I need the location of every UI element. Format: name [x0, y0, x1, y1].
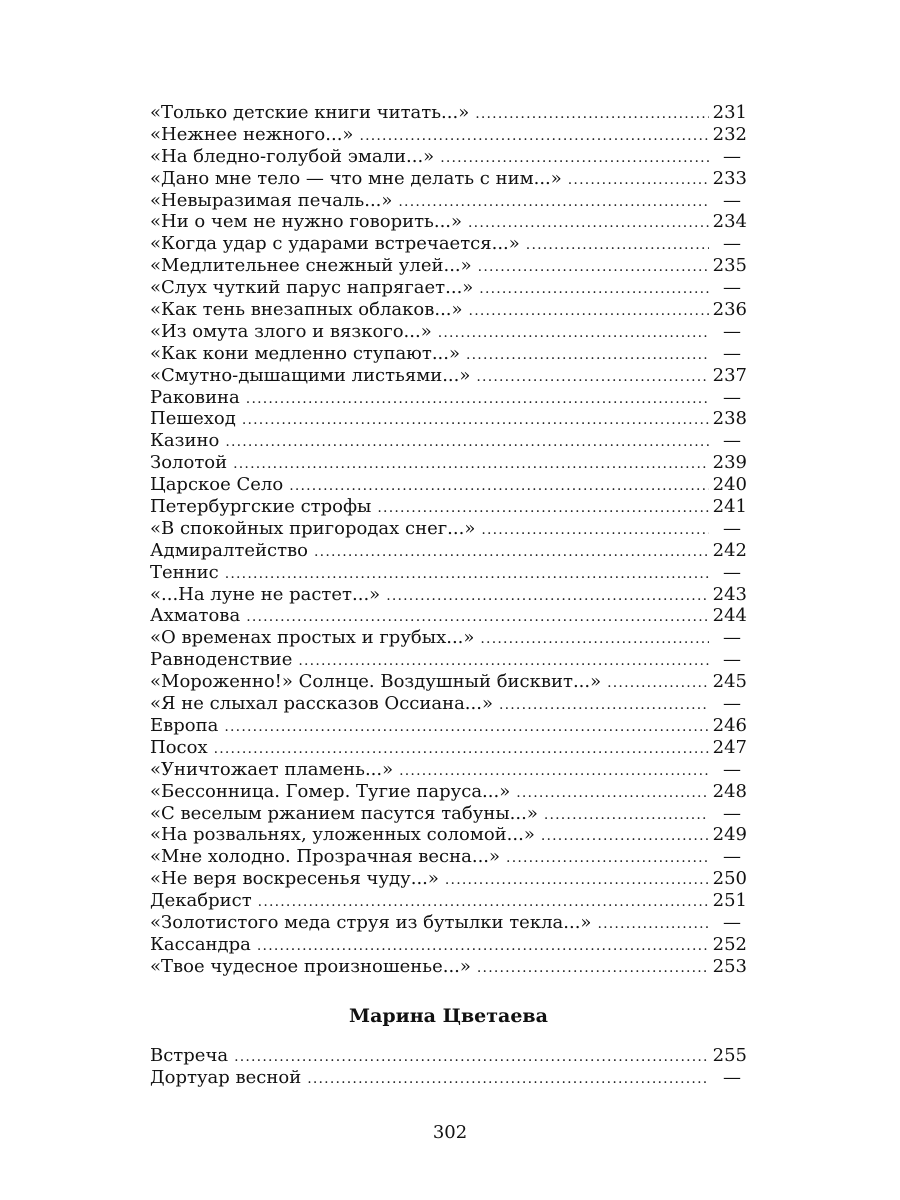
- toc-entry-title: «Из омута злого и вязкого...»: [150, 320, 432, 342]
- toc-entry: [150, 737, 747, 759]
- dot-leader: [477, 958, 709, 980]
- toc-entry: [150, 168, 747, 190]
- dot-leader: [359, 126, 708, 148]
- toc-entry-page: —: [723, 386, 741, 408]
- toc-entry: [150, 190, 747, 212]
- toc-entry-page: —: [723, 1066, 741, 1088]
- dot-leader: [440, 148, 709, 170]
- toc-entry-page: —: [723, 627, 741, 649]
- toc-entry: [150, 102, 747, 124]
- toc-entry: [150, 365, 747, 387]
- toc-entry-title: «Золотистого меда струя из бутылки текла...»: [150, 911, 592, 933]
- dot-leader: [399, 761, 709, 783]
- dot-leader: [438, 323, 709, 345]
- dot-leader: [258, 892, 709, 914]
- toc-entry-title: Встреча: [150, 1045, 229, 1066]
- toc-entry-page: 255: [712, 1045, 747, 1066]
- toc-entry-title: «Мороженно!» Солнце. Воздушный бисквит...»: [150, 671, 602, 693]
- toc-entry: [150, 803, 747, 825]
- toc-entry-title: «Твое чудесное произношенье...»: [150, 955, 471, 977]
- toc-entry: [150, 1045, 747, 1067]
- toc-entry-title: Декабрист: [150, 890, 252, 912]
- toc-entry-page: 235: [712, 255, 747, 277]
- toc-entry-page: 250: [712, 868, 747, 890]
- dot-leader: [526, 235, 709, 257]
- toc-entry-title: «Дано мне тело — что мне делать с ним...»: [150, 167, 562, 189]
- toc-entry-page: —: [723, 430, 741, 452]
- toc-entry-page: 244: [712, 605, 747, 627]
- toc-entry-title: Царское Село: [150, 474, 284, 496]
- dot-leader: [307, 1069, 709, 1091]
- toc-entry: [150, 627, 747, 649]
- toc-entry: [150, 496, 747, 518]
- dot-leader: [506, 848, 709, 870]
- toc-entry-page: —: [723, 189, 741, 211]
- dot-leader: [466, 345, 709, 367]
- toc-entry-title: «Только детские книги читать...»: [150, 102, 470, 123]
- toc-entry: [150, 671, 747, 693]
- toc-entry-title: «Как тень внезапных облаков...»: [150, 299, 463, 321]
- dot-leader: [607, 673, 709, 695]
- toc-entry-page: 242: [712, 539, 747, 561]
- toc-entry-title: Европа: [150, 714, 219, 736]
- page-number: 302: [432, 1122, 468, 1143]
- toc-entry-page: 232: [712, 123, 747, 145]
- dot-leader: [257, 936, 709, 958]
- toc-entry-title: «На бледно-голубой эмали...»: [150, 145, 435, 167]
- toc-entry: [150, 255, 747, 277]
- toc-entry-page: 241: [712, 496, 747, 518]
- dot-leader: [246, 607, 708, 629]
- toc-entry-page: 252: [712, 933, 747, 955]
- toc-entry-page: —: [723, 802, 741, 824]
- dot-leader: [289, 476, 708, 498]
- dot-leader: [480, 629, 709, 651]
- toc-entry-title: Равноденствие: [150, 649, 293, 671]
- toc-entry-page: —: [723, 649, 741, 671]
- toc-entry-title: Петербургские строфы: [150, 496, 372, 518]
- toc-entry-title: «В спокойных пригородах снег...»: [150, 517, 476, 539]
- toc-entry-page: 234: [712, 211, 747, 233]
- dot-leader: [214, 739, 709, 761]
- toc-entry-title: «Мне холодно. Прозрачная весна...»: [150, 846, 501, 868]
- dot-leader: [479, 279, 709, 301]
- toc-entry-page: —: [723, 277, 741, 299]
- dot-leader: [476, 367, 708, 389]
- toc-entry: [150, 430, 747, 452]
- toc-entry: [150, 584, 747, 606]
- toc-entry-page: 248: [712, 780, 747, 802]
- dot-leader: [298, 651, 709, 673]
- toc-entry-title: «Я не слыхал рассказов Оссиана...»: [150, 693, 493, 715]
- toc-entry-title: Ахматова: [150, 605, 241, 627]
- toc-entry: [150, 124, 747, 146]
- section-heading: Марина Цветаева: [349, 1005, 548, 1027]
- toc-entry: [150, 868, 747, 890]
- dot-leader: [233, 454, 709, 476]
- dot-leader: [386, 586, 708, 608]
- toc-entry-page: 233: [712, 167, 747, 189]
- toc-entry: [150, 890, 747, 912]
- toc-entry: [150, 562, 747, 584]
- toc-entry-title: «Не веря воскресенья чуду...»: [150, 868, 439, 890]
- dot-leader: [478, 257, 709, 279]
- toc-entry: [150, 956, 747, 978]
- dot-leader: [225, 432, 709, 454]
- toc-entry: [150, 759, 747, 781]
- dot-leader: [377, 498, 708, 520]
- toc-entry-title: «...На луне не растет...»: [150, 583, 381, 605]
- toc-entry-title: «О временах простых и грубых...»: [150, 627, 475, 649]
- toc-entry-page: 249: [712, 824, 747, 846]
- toc-entry: [150, 211, 747, 233]
- toc-entry-title: Раковина: [150, 386, 240, 408]
- dot-leader: [568, 170, 709, 192]
- toc-entry-title: «На розвальнях, уложенных соломой...»: [150, 824, 535, 846]
- toc-entry-title: «Бессонница. Гомер. Тугие паруса...»: [150, 780, 511, 802]
- dot-leader: [398, 192, 709, 214]
- toc-entry-title: «Когда удар с ударами встречается...»: [150, 233, 520, 255]
- dot-leader: [544, 805, 709, 827]
- toc-entry: [150, 846, 747, 868]
- toc-entry: [150, 715, 747, 737]
- dot-leader: [597, 914, 709, 936]
- toc-entry: [150, 781, 747, 803]
- toc-entry-page: —: [723, 561, 741, 583]
- toc-entry: [150, 233, 747, 255]
- dot-leader: [475, 104, 708, 126]
- toc-entry-title: «Как кони медленно ступают...»: [150, 342, 460, 364]
- dot-leader: [499, 695, 709, 717]
- dot-leader: [516, 783, 708, 805]
- toc-entry-page: —: [723, 693, 741, 715]
- toc-entry-title: «Слух чуткий парус напрягает...»: [150, 277, 474, 299]
- toc-entry-page: 246: [712, 714, 747, 736]
- toc-entry: [150, 605, 747, 627]
- toc-entry-page: 238: [712, 408, 747, 430]
- toc-entry: [150, 321, 747, 343]
- toc-entry-page: 231: [712, 102, 747, 123]
- toc-entry-title: Дортуар весной: [150, 1066, 302, 1088]
- dot-leader: [445, 870, 709, 892]
- toc-entry-title: Посох: [150, 736, 208, 758]
- toc-entry-page: 236: [712, 299, 747, 321]
- toc-entry: [150, 474, 747, 496]
- toc-entry-title: «Уничтожает пламень...»: [150, 758, 394, 780]
- toc-entry: [150, 277, 747, 299]
- toc-entry: [150, 912, 747, 934]
- toc-entry: [150, 540, 747, 562]
- dot-leader: [468, 213, 709, 235]
- toc-entry-page: 239: [712, 452, 747, 474]
- toc-entry-page: —: [723, 758, 741, 780]
- toc-entry: [150, 934, 747, 956]
- toc-entry: [150, 387, 747, 409]
- toc-entry: [150, 343, 747, 365]
- toc-entry: [150, 693, 747, 715]
- toc-entry-page: 237: [712, 364, 747, 386]
- toc-entry-page: 243: [712, 583, 747, 605]
- toc-entry-page: 245: [712, 671, 747, 693]
- toc-entry: [150, 518, 747, 540]
- toc-entry: [150, 146, 747, 168]
- toc-entry-page: 251: [712, 890, 747, 912]
- toc-entry-title: «Невыразимая печаль...»: [150, 189, 393, 211]
- table-of-contents-section: [150, 1045, 747, 1089]
- toc-entry-page: 253: [712, 955, 747, 977]
- toc-entry-page: —: [723, 342, 741, 364]
- toc-entry: [150, 1067, 747, 1089]
- toc-entry-page: —: [723, 517, 741, 539]
- toc-entry: [150, 408, 747, 430]
- toc-entry-title: «Нежнее нежного...»: [150, 123, 354, 145]
- toc-entry-page: —: [723, 233, 741, 255]
- toc-entry-page: —: [723, 320, 741, 342]
- toc-entry-page: —: [723, 846, 741, 868]
- toc-entry-page: —: [723, 911, 741, 933]
- toc-entry-title: Пешеход: [150, 408, 236, 430]
- toc-entry-title: Адмиралтейство: [150, 539, 309, 561]
- table-of-contents: [150, 102, 747, 978]
- toc-entry-title: Золотой: [150, 452, 228, 474]
- toc-entry-title: Теннис: [150, 561, 219, 583]
- toc-entry: [150, 649, 747, 671]
- dot-leader: [246, 389, 709, 411]
- toc-entry-title: «Медлительнее снежный улей...»: [150, 255, 472, 277]
- toc-entry-title: Казино: [150, 430, 220, 452]
- dot-leader: [225, 564, 709, 586]
- toc-entry: [150, 452, 747, 474]
- toc-entry-title: «С веселым ржанием пасутся табуны...»: [150, 802, 538, 824]
- dot-leader: [242, 410, 709, 432]
- dot-leader: [481, 520, 709, 542]
- toc-entry-page: 240: [712, 474, 747, 496]
- toc-entry: [150, 824, 747, 846]
- dot-leader: [224, 717, 708, 739]
- toc-entry-title: «Смутно-дышащими листьями...»: [150, 364, 471, 386]
- dot-leader: [234, 1047, 709, 1069]
- dot-leader: [314, 542, 709, 564]
- dot-leader: [469, 301, 709, 323]
- toc-entry: [150, 299, 747, 321]
- dot-leader: [541, 826, 709, 848]
- toc-entry-title: Кассандра: [150, 933, 251, 955]
- toc-entry-page: —: [723, 145, 741, 167]
- toc-entry-title: «Ни о чем не нужно говорить...»: [150, 211, 463, 233]
- toc-entry-page: 247: [712, 736, 747, 758]
